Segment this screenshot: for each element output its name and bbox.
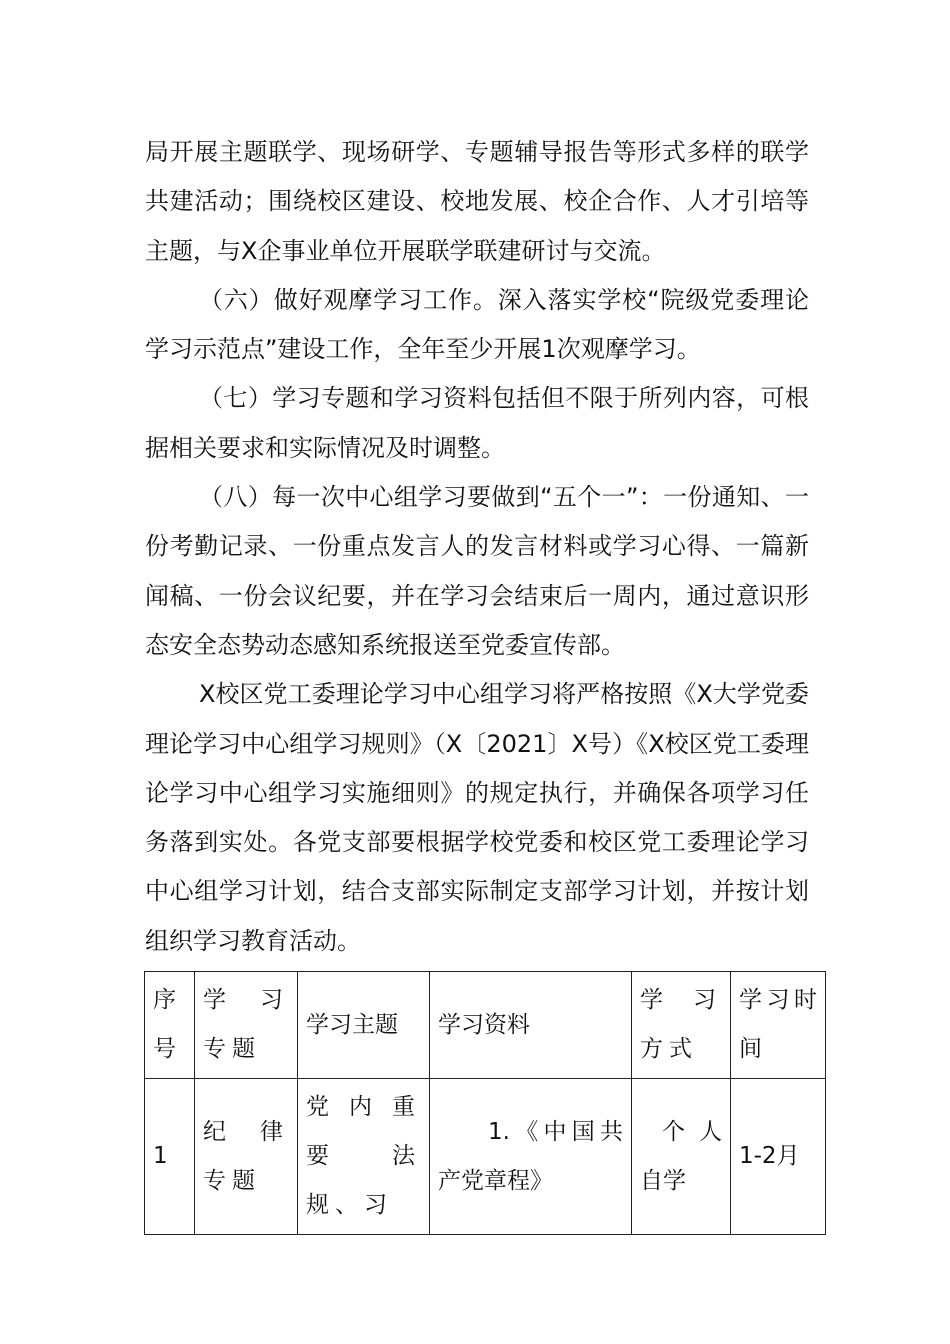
paragraph-item-6: （六）做好观摩学习工作。深入落实学校“院级党委理论学习示范点”建设工作，全年至少开展1次观摩学习。 — [145, 285, 809, 364]
cell-method: 个人自学 — [632, 1079, 731, 1235]
table-header-row — [145, 972, 826, 1079]
cell-serial: 1 — [145, 1079, 195, 1235]
study-plan-table — [144, 971, 826, 1235]
paragraph-summary: X校区党工委理论学习中心组学习将严格按照《X大学党委理论学习中心组学习规则》（X〔2021〕X号）《X校区党工委理论学习中心组学习实施细则》的规定执行，并确保各项学习任务落到实处。各党支部要根据学校党委和校区党工委理论学习中心组学习计划，结合支部实际制定支部学习计划，并按计划组织学习教育活动。 — [145, 680, 809, 955]
header-method: 学习方式 — [632, 972, 731, 1079]
header-materials: 学习资料 — [430, 972, 632, 1079]
cell-materials: 1.《中国共产党章程》 — [430, 1079, 632, 1235]
header-topic: 学习专题 — [195, 972, 298, 1079]
header-theme: 学习主题 — [298, 972, 430, 1079]
cell-topic: 纪律专题 — [195, 1079, 298, 1235]
paragraph-continuation: 局开展主题联学、现场研学、专题辅导报告等形式多样的联学共建活动；围绕校区建设、校地发展、校企合作、人才引培等主题，与X企事业单位开展联学联建研讨与交流。 — [145, 138, 809, 265]
document-body — [145, 128, 809, 966]
header-serial: 序号 — [145, 972, 195, 1079]
header-time: 学习时间 — [731, 972, 826, 1079]
cell-theme: 党内重要法规、习 — [298, 1079, 430, 1235]
table-row — [145, 1079, 826, 1235]
paragraph-item-7: （七）学习专题和学习资料包括但不限于所列内容，可根据相关要求和实际情况及时调整。 — [145, 384, 809, 462]
cell-time: 1-2月 — [731, 1079, 826, 1235]
paragraph-item-8: （八）每一次中心组学习要做到“五个一”：一份通知、一份考勤记录、一份重点发言人的发言材料或学习心得、一篇新闻稿、一份会议纪要，并在学习会结束后一周内，通过意识形态安全态势动态感知系统报送至党委宣传部。 — [145, 483, 809, 659]
